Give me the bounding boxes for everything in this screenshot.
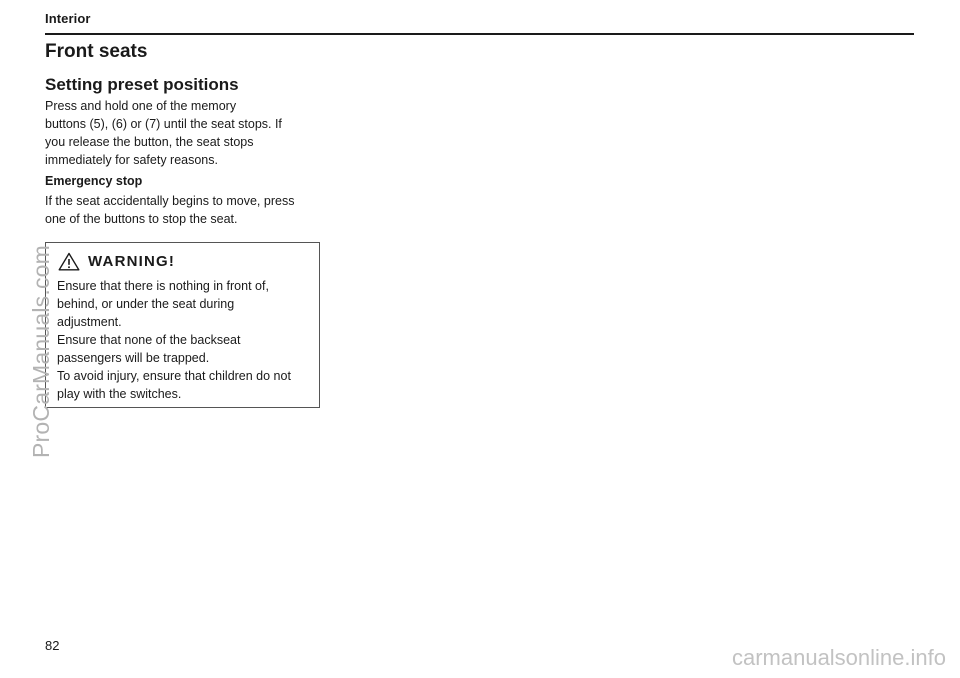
- body-paragraph: [45, 97, 325, 169]
- warning-line: play with the switches.: [57, 387, 182, 401]
- warning-title-row: [58, 252, 175, 271]
- body-line: you release the button, the seat stops: [45, 135, 254, 149]
- body-line: immediately for safety reasons.: [45, 153, 218, 167]
- section-header-label: Interior: [45, 11, 91, 26]
- body-line: If the seat accidentally begins to move, press: [45, 194, 295, 208]
- emergency-stop-heading: Emergency stop: [45, 174, 143, 188]
- watermark-vertical: ProCarManuals.com: [28, 244, 54, 458]
- watermark-bottom: carmanualsonline.info: [731, 645, 946, 670]
- body-line: one of the buttons to stop the seat.: [45, 212, 238, 226]
- body-line: buttons (5), (6) or (7) until the seat stops. If: [45, 117, 282, 131]
- warning-line: adjustment.: [57, 315, 122, 329]
- warning-triangle-icon: [58, 252, 80, 271]
- warning-line: passengers will be trapped.: [57, 351, 210, 365]
- warning-box: [45, 242, 320, 408]
- body-line: Press and hold one of the memory: [45, 99, 237, 113]
- page-title: Front seats: [45, 41, 148, 62]
- warning-line: Ensure that none of the backseat: [57, 333, 241, 347]
- page-number: 82: [45, 638, 60, 653]
- warning-body: [57, 277, 315, 403]
- section-heading: Setting preset positions: [45, 75, 239, 94]
- header-divider: [45, 33, 914, 35]
- warning-line: To avoid injury, ensure that children do not: [57, 369, 291, 383]
- warning-line: Ensure that there is nothing in front of,: [57, 279, 269, 293]
- emergency-paragraph: [45, 192, 325, 228]
- warning-line: behind, or under the seat during: [57, 297, 235, 311]
- warning-title: WARNING!: [88, 253, 176, 270]
